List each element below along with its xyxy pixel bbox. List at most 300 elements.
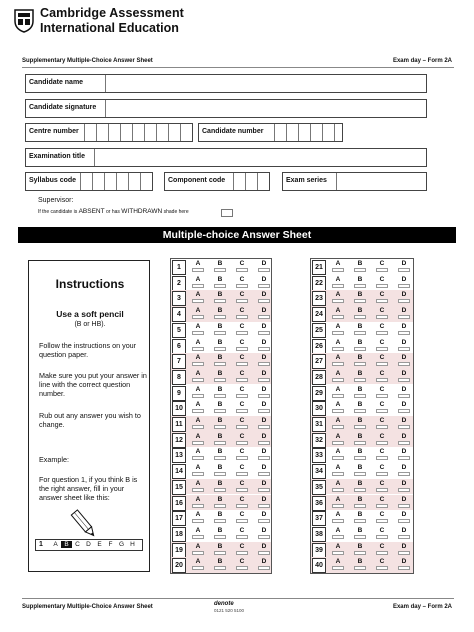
answer-bubble[interactable] bbox=[353, 386, 367, 398]
answer-bubble[interactable] bbox=[191, 386, 205, 398]
bubble-mark[interactable] bbox=[354, 347, 366, 351]
answer-bubble[interactable] bbox=[331, 433, 345, 445]
answer-bubble[interactable] bbox=[235, 558, 249, 570]
bubble-mark[interactable] bbox=[398, 268, 410, 272]
answer-bubble[interactable] bbox=[331, 558, 345, 570]
answer-bubble[interactable] bbox=[375, 433, 389, 445]
bubble-mark[interactable] bbox=[376, 394, 388, 398]
answer-bubble[interactable] bbox=[331, 291, 345, 303]
answer-bubble[interactable] bbox=[353, 496, 367, 508]
answer-bubble[interactable] bbox=[257, 433, 271, 445]
bubble-mark[interactable] bbox=[258, 284, 270, 288]
answer-bubble[interactable] bbox=[353, 260, 367, 272]
bubble-mark[interactable] bbox=[354, 425, 366, 429]
bubble-mark[interactable] bbox=[192, 409, 204, 413]
answer-bubble[interactable] bbox=[235, 339, 249, 351]
answer-bubble[interactable] bbox=[235, 511, 249, 523]
answer-bubble[interactable] bbox=[331, 323, 345, 335]
bubble-mark[interactable] bbox=[236, 472, 248, 476]
bubble-mark[interactable] bbox=[236, 315, 248, 319]
answer-bubble[interactable] bbox=[257, 448, 271, 460]
bubble-mark[interactable] bbox=[236, 362, 248, 366]
bubble-mark[interactable] bbox=[332, 362, 344, 366]
answer-bubble[interactable] bbox=[235, 354, 249, 366]
answer-bubble[interactable] bbox=[213, 448, 227, 460]
bubble-mark[interactable] bbox=[258, 378, 270, 382]
answer-bubble[interactable] bbox=[397, 511, 411, 523]
answer-bubble[interactable] bbox=[257, 386, 271, 398]
bubble-mark[interactable] bbox=[236, 456, 248, 460]
bubble-mark[interactable] bbox=[332, 268, 344, 272]
answer-bubble[interactable] bbox=[257, 558, 271, 570]
bubble-mark[interactable] bbox=[236, 268, 248, 272]
bubble-mark[interactable] bbox=[214, 409, 226, 413]
bubble-mark[interactable] bbox=[332, 331, 344, 335]
bubble-mark[interactable] bbox=[214, 566, 226, 570]
bubble-mark[interactable] bbox=[214, 284, 226, 288]
bubble-mark[interactable] bbox=[236, 409, 248, 413]
bubble-mark[interactable] bbox=[192, 472, 204, 476]
bubble-mark[interactable] bbox=[354, 504, 366, 508]
answer-bubble[interactable] bbox=[375, 558, 389, 570]
answer-bubble[interactable] bbox=[353, 291, 367, 303]
answer-bubble[interactable] bbox=[331, 464, 345, 476]
bubble-mark[interactable] bbox=[332, 519, 344, 523]
bubble-mark[interactable] bbox=[398, 441, 410, 445]
bubble-mark[interactable] bbox=[236, 566, 248, 570]
answer-bubble[interactable] bbox=[257, 464, 271, 476]
bubble-mark[interactable] bbox=[354, 409, 366, 413]
bubble-mark[interactable] bbox=[258, 456, 270, 460]
answer-bubble[interactable] bbox=[191, 543, 205, 555]
answer-bubble[interactable] bbox=[331, 354, 345, 366]
bubble-mark[interactable] bbox=[354, 378, 366, 382]
bubble-mark[interactable] bbox=[354, 284, 366, 288]
answer-bubble[interactable] bbox=[353, 370, 367, 382]
bubble-mark[interactable] bbox=[376, 425, 388, 429]
answer-bubble[interactable] bbox=[235, 448, 249, 460]
bubble-mark[interactable] bbox=[354, 551, 366, 555]
bubble-mark[interactable] bbox=[258, 425, 270, 429]
answer-bubble[interactable] bbox=[331, 527, 345, 539]
answer-bubble[interactable] bbox=[397, 558, 411, 570]
answer-bubble[interactable] bbox=[235, 370, 249, 382]
bubble-mark[interactable] bbox=[332, 284, 344, 288]
bubble-mark[interactable] bbox=[258, 488, 270, 492]
bubble-mark[interactable] bbox=[354, 362, 366, 366]
answer-bubble[interactable] bbox=[397, 417, 411, 429]
bubble-mark[interactable] bbox=[398, 284, 410, 288]
bubble-mark[interactable] bbox=[398, 409, 410, 413]
answer-bubble[interactable] bbox=[235, 433, 249, 445]
answer-bubble[interactable] bbox=[331, 370, 345, 382]
answer-bubble[interactable] bbox=[331, 386, 345, 398]
answer-bubble[interactable] bbox=[331, 448, 345, 460]
answer-bubble[interactable] bbox=[353, 511, 367, 523]
answer-bubble[interactable] bbox=[213, 354, 227, 366]
answer-bubble[interactable] bbox=[257, 307, 271, 319]
answer-bubble[interactable] bbox=[235, 260, 249, 272]
answer-bubble[interactable] bbox=[375, 307, 389, 319]
answer-bubble[interactable] bbox=[375, 543, 389, 555]
bubble-mark[interactable] bbox=[376, 456, 388, 460]
bubble-mark[interactable] bbox=[214, 551, 226, 555]
bubble-mark[interactable] bbox=[214, 394, 226, 398]
answer-bubble[interactable] bbox=[353, 480, 367, 492]
bubble-mark[interactable] bbox=[258, 331, 270, 335]
bubble-mark[interactable] bbox=[214, 331, 226, 335]
bubble-mark[interactable] bbox=[376, 551, 388, 555]
bubble-mark[interactable] bbox=[214, 362, 226, 366]
bubble-mark[interactable] bbox=[376, 504, 388, 508]
bubble-mark[interactable] bbox=[236, 394, 248, 398]
centre-number-field[interactable] bbox=[25, 123, 193, 142]
answer-bubble[interactable] bbox=[375, 291, 389, 303]
bubble-mark[interactable] bbox=[192, 378, 204, 382]
answer-bubble[interactable] bbox=[213, 527, 227, 539]
bubble-mark[interactable] bbox=[236, 504, 248, 508]
centre-number-boxes[interactable] bbox=[84, 124, 192, 141]
bubble-mark[interactable] bbox=[192, 394, 204, 398]
answer-bubble[interactable] bbox=[235, 417, 249, 429]
answer-bubble[interactable] bbox=[375, 354, 389, 366]
bubble-mark[interactable] bbox=[398, 347, 410, 351]
bubble-mark[interactable] bbox=[192, 488, 204, 492]
answer-bubble[interactable] bbox=[375, 480, 389, 492]
answer-bubble[interactable] bbox=[235, 401, 249, 413]
answer-bubble[interactable] bbox=[235, 496, 249, 508]
bubble-mark[interactable] bbox=[258, 504, 270, 508]
answer-bubble[interactable] bbox=[397, 307, 411, 319]
answer-bubble[interactable] bbox=[191, 558, 205, 570]
answer-bubble[interactable] bbox=[257, 370, 271, 382]
answer-bubble[interactable] bbox=[191, 401, 205, 413]
answer-bubble[interactable] bbox=[353, 558, 367, 570]
component-code-boxes[interactable] bbox=[233, 173, 269, 190]
answer-bubble[interactable] bbox=[213, 339, 227, 351]
bubble-mark[interactable] bbox=[192, 299, 204, 303]
answer-bubble[interactable] bbox=[375, 260, 389, 272]
bubble-mark[interactable] bbox=[354, 268, 366, 272]
bubble-mark[interactable] bbox=[332, 409, 344, 413]
bubble-mark[interactable] bbox=[354, 472, 366, 476]
answer-bubble[interactable] bbox=[191, 370, 205, 382]
bubble-mark[interactable] bbox=[258, 394, 270, 398]
bubble-mark[interactable] bbox=[398, 566, 410, 570]
bubble-mark[interactable] bbox=[376, 315, 388, 319]
answer-bubble[interactable] bbox=[375, 527, 389, 539]
bubble-mark[interactable] bbox=[214, 299, 226, 303]
answer-bubble[interactable] bbox=[353, 323, 367, 335]
bubble-mark[interactable] bbox=[236, 378, 248, 382]
bubble-mark[interactable] bbox=[398, 425, 410, 429]
bubble-mark[interactable] bbox=[236, 441, 248, 445]
answer-bubble[interactable] bbox=[257, 260, 271, 272]
bubble-mark[interactable] bbox=[332, 504, 344, 508]
answer-bubble[interactable] bbox=[331, 511, 345, 523]
bubble-mark[interactable] bbox=[192, 456, 204, 460]
bubble-mark[interactable] bbox=[332, 472, 344, 476]
bubble-mark[interactable] bbox=[236, 519, 248, 523]
answer-bubble[interactable] bbox=[213, 558, 227, 570]
bubble-mark[interactable] bbox=[258, 362, 270, 366]
bubble-mark[interactable] bbox=[376, 472, 388, 476]
answer-bubble[interactable] bbox=[375, 511, 389, 523]
answer-bubble[interactable] bbox=[331, 401, 345, 413]
bubble-mark[interactable] bbox=[354, 394, 366, 398]
bubble-mark[interactable] bbox=[376, 284, 388, 288]
answer-bubble[interactable] bbox=[235, 307, 249, 319]
bubble-mark[interactable] bbox=[192, 535, 204, 539]
answer-bubble[interactable] bbox=[375, 386, 389, 398]
answer-bubble[interactable] bbox=[375, 276, 389, 288]
answer-bubble[interactable] bbox=[213, 433, 227, 445]
answer-bubble[interactable] bbox=[397, 496, 411, 508]
exam-series-field[interactable] bbox=[282, 172, 427, 191]
bubble-mark[interactable] bbox=[398, 472, 410, 476]
answer-bubble[interactable] bbox=[257, 511, 271, 523]
bubble-mark[interactable] bbox=[192, 441, 204, 445]
candidate-number-boxes[interactable] bbox=[274, 124, 346, 141]
answer-bubble[interactable] bbox=[397, 386, 411, 398]
bubble-mark[interactable] bbox=[376, 441, 388, 445]
answer-bubble[interactable] bbox=[191, 339, 205, 351]
answer-bubble[interactable] bbox=[191, 496, 205, 508]
answer-bubble[interactable] bbox=[191, 307, 205, 319]
answer-bubble[interactable] bbox=[213, 496, 227, 508]
bubble-mark[interactable] bbox=[214, 315, 226, 319]
answer-bubble[interactable] bbox=[397, 339, 411, 351]
bubble-mark[interactable] bbox=[354, 535, 366, 539]
answer-bubble[interactable] bbox=[397, 323, 411, 335]
answer-bubble[interactable] bbox=[353, 307, 367, 319]
bubble-mark[interactable] bbox=[376, 566, 388, 570]
bubble-mark[interactable] bbox=[214, 268, 226, 272]
answer-bubble[interactable] bbox=[191, 323, 205, 335]
answer-bubble[interactable] bbox=[397, 543, 411, 555]
answer-bubble[interactable] bbox=[257, 339, 271, 351]
bubble-mark[interactable] bbox=[258, 315, 270, 319]
answer-bubble[interactable] bbox=[375, 339, 389, 351]
answer-bubble[interactable] bbox=[375, 417, 389, 429]
bubble-mark[interactable] bbox=[236, 299, 248, 303]
bubble-mark[interactable] bbox=[214, 425, 226, 429]
bubble-mark[interactable] bbox=[192, 425, 204, 429]
bubble-mark[interactable] bbox=[214, 378, 226, 382]
bubble-mark[interactable] bbox=[398, 299, 410, 303]
bubble-mark[interactable] bbox=[332, 566, 344, 570]
answer-bubble[interactable] bbox=[375, 370, 389, 382]
answer-bubble[interactable] bbox=[331, 496, 345, 508]
bubble-mark[interactable] bbox=[332, 315, 344, 319]
bubble-mark[interactable] bbox=[258, 347, 270, 351]
answer-bubble[interactable] bbox=[213, 323, 227, 335]
answer-bubble[interactable] bbox=[213, 276, 227, 288]
answer-bubble[interactable] bbox=[257, 527, 271, 539]
answer-bubble[interactable] bbox=[331, 276, 345, 288]
bubble-mark[interactable] bbox=[354, 315, 366, 319]
bubble-mark[interactable] bbox=[192, 551, 204, 555]
component-code-field[interactable] bbox=[164, 172, 270, 191]
answer-bubble[interactable] bbox=[397, 527, 411, 539]
answer-bubble[interactable] bbox=[235, 527, 249, 539]
answer-bubble[interactable] bbox=[191, 448, 205, 460]
bubble-mark[interactable] bbox=[398, 519, 410, 523]
answer-bubble[interactable] bbox=[353, 339, 367, 351]
answer-bubble[interactable] bbox=[397, 464, 411, 476]
candidate-number-field[interactable] bbox=[198, 123, 343, 142]
answer-bubble[interactable] bbox=[191, 276, 205, 288]
answer-bubble[interactable] bbox=[213, 543, 227, 555]
answer-bubble[interactable] bbox=[257, 496, 271, 508]
answer-bubble[interactable] bbox=[191, 464, 205, 476]
candidate-name-field[interactable] bbox=[25, 74, 427, 93]
bubble-mark[interactable] bbox=[214, 441, 226, 445]
answer-bubble[interactable] bbox=[397, 260, 411, 272]
bubble-mark[interactable] bbox=[192, 504, 204, 508]
answer-bubble[interactable] bbox=[213, 386, 227, 398]
bubble-mark[interactable] bbox=[398, 331, 410, 335]
answer-bubble[interactable] bbox=[213, 291, 227, 303]
answer-bubble[interactable] bbox=[331, 417, 345, 429]
answer-bubble[interactable] bbox=[235, 291, 249, 303]
bubble-mark[interactable] bbox=[354, 519, 366, 523]
answer-bubble[interactable] bbox=[213, 307, 227, 319]
bubble-mark[interactable] bbox=[332, 441, 344, 445]
bubble-mark[interactable] bbox=[214, 456, 226, 460]
bubble-mark[interactable] bbox=[398, 394, 410, 398]
bubble-mark[interactable] bbox=[236, 425, 248, 429]
answer-bubble[interactable] bbox=[191, 354, 205, 366]
answer-bubble[interactable] bbox=[191, 433, 205, 445]
answer-bubble[interactable] bbox=[257, 401, 271, 413]
bubble-mark[interactable] bbox=[332, 456, 344, 460]
answer-bubble[interactable] bbox=[191, 260, 205, 272]
answer-bubble[interactable] bbox=[191, 417, 205, 429]
answer-bubble[interactable] bbox=[235, 480, 249, 492]
answer-bubble[interactable] bbox=[213, 511, 227, 523]
answer-bubble[interactable] bbox=[213, 480, 227, 492]
bubble-mark[interactable] bbox=[192, 331, 204, 335]
bubble-mark[interactable] bbox=[376, 409, 388, 413]
bubble-mark[interactable] bbox=[214, 488, 226, 492]
bubble-mark[interactable] bbox=[258, 535, 270, 539]
bubble-mark[interactable] bbox=[192, 268, 204, 272]
answer-bubble[interactable] bbox=[331, 339, 345, 351]
answer-bubble[interactable] bbox=[213, 401, 227, 413]
bubble-mark[interactable] bbox=[258, 566, 270, 570]
bubble-mark[interactable] bbox=[398, 362, 410, 366]
answer-bubble[interactable] bbox=[353, 543, 367, 555]
answer-bubble[interactable] bbox=[353, 417, 367, 429]
answer-bubble[interactable] bbox=[257, 354, 271, 366]
bubble-mark[interactable] bbox=[332, 347, 344, 351]
answer-bubble[interactable] bbox=[235, 323, 249, 335]
bubble-mark[interactable] bbox=[258, 441, 270, 445]
answer-bubble[interactable] bbox=[257, 417, 271, 429]
answer-bubble[interactable] bbox=[191, 511, 205, 523]
bubble-mark[interactable] bbox=[354, 441, 366, 445]
answer-bubble[interactable] bbox=[375, 464, 389, 476]
bubble-mark[interactable] bbox=[398, 315, 410, 319]
bubble-mark[interactable] bbox=[236, 284, 248, 288]
bubble-mark[interactable] bbox=[236, 347, 248, 351]
bubble-mark[interactable] bbox=[236, 331, 248, 335]
bubble-mark[interactable] bbox=[354, 331, 366, 335]
absent-shade-box[interactable] bbox=[221, 209, 233, 217]
bubble-mark[interactable] bbox=[192, 519, 204, 523]
bubble-mark[interactable] bbox=[332, 394, 344, 398]
answer-bubble[interactable] bbox=[397, 276, 411, 288]
answer-bubble[interactable] bbox=[235, 543, 249, 555]
bubble-mark[interactable] bbox=[376, 362, 388, 366]
bubble-mark[interactable] bbox=[192, 362, 204, 366]
answer-bubble[interactable] bbox=[257, 276, 271, 288]
answer-bubble[interactable] bbox=[331, 260, 345, 272]
syllabus-code-field[interactable] bbox=[25, 172, 153, 191]
answer-bubble[interactable] bbox=[397, 448, 411, 460]
bubble-mark[interactable] bbox=[192, 315, 204, 319]
bubble-mark[interactable] bbox=[258, 409, 270, 413]
bubble-mark[interactable] bbox=[376, 268, 388, 272]
answer-bubble[interactable] bbox=[397, 480, 411, 492]
bubble-mark[interactable] bbox=[354, 299, 366, 303]
answer-bubble[interactable] bbox=[213, 260, 227, 272]
bubble-mark[interactable] bbox=[258, 268, 270, 272]
bubble-mark[interactable] bbox=[398, 456, 410, 460]
answer-bubble[interactable] bbox=[257, 480, 271, 492]
answer-bubble[interactable] bbox=[397, 401, 411, 413]
bubble-mark[interactable] bbox=[332, 299, 344, 303]
bubble-mark[interactable] bbox=[332, 488, 344, 492]
answer-bubble[interactable] bbox=[257, 543, 271, 555]
bubble-mark[interactable] bbox=[376, 519, 388, 523]
answer-bubble[interactable] bbox=[353, 401, 367, 413]
answer-bubble[interactable] bbox=[375, 401, 389, 413]
answer-bubble[interactable] bbox=[257, 291, 271, 303]
bubble-mark[interactable] bbox=[258, 551, 270, 555]
bubble-mark[interactable] bbox=[258, 472, 270, 476]
bubble-mark[interactable] bbox=[398, 551, 410, 555]
answer-bubble[interactable] bbox=[353, 527, 367, 539]
answer-bubble[interactable] bbox=[191, 527, 205, 539]
bubble-mark[interactable] bbox=[214, 519, 226, 523]
bubble-mark[interactable] bbox=[214, 504, 226, 508]
bubble-mark[interactable] bbox=[376, 535, 388, 539]
answer-bubble[interactable] bbox=[257, 323, 271, 335]
bubble-mark[interactable] bbox=[214, 347, 226, 351]
bubble-mark[interactable] bbox=[258, 299, 270, 303]
bubble-mark[interactable] bbox=[354, 456, 366, 460]
answer-bubble[interactable] bbox=[191, 480, 205, 492]
bubble-mark[interactable] bbox=[236, 488, 248, 492]
bubble-mark[interactable] bbox=[354, 566, 366, 570]
bubble-mark[interactable] bbox=[332, 378, 344, 382]
bubble-mark[interactable] bbox=[398, 504, 410, 508]
answer-bubble[interactable] bbox=[331, 307, 345, 319]
bubble-mark[interactable] bbox=[376, 488, 388, 492]
bubble-mark[interactable] bbox=[376, 378, 388, 382]
bubble-mark[interactable] bbox=[332, 551, 344, 555]
bubble-mark[interactable] bbox=[332, 425, 344, 429]
answer-bubble[interactable] bbox=[353, 354, 367, 366]
answer-bubble[interactable] bbox=[375, 323, 389, 335]
bubble-mark[interactable] bbox=[332, 535, 344, 539]
bubble-mark[interactable] bbox=[258, 519, 270, 523]
bubble-mark[interactable] bbox=[192, 284, 204, 288]
bubble-mark[interactable] bbox=[398, 488, 410, 492]
answer-bubble[interactable] bbox=[213, 464, 227, 476]
